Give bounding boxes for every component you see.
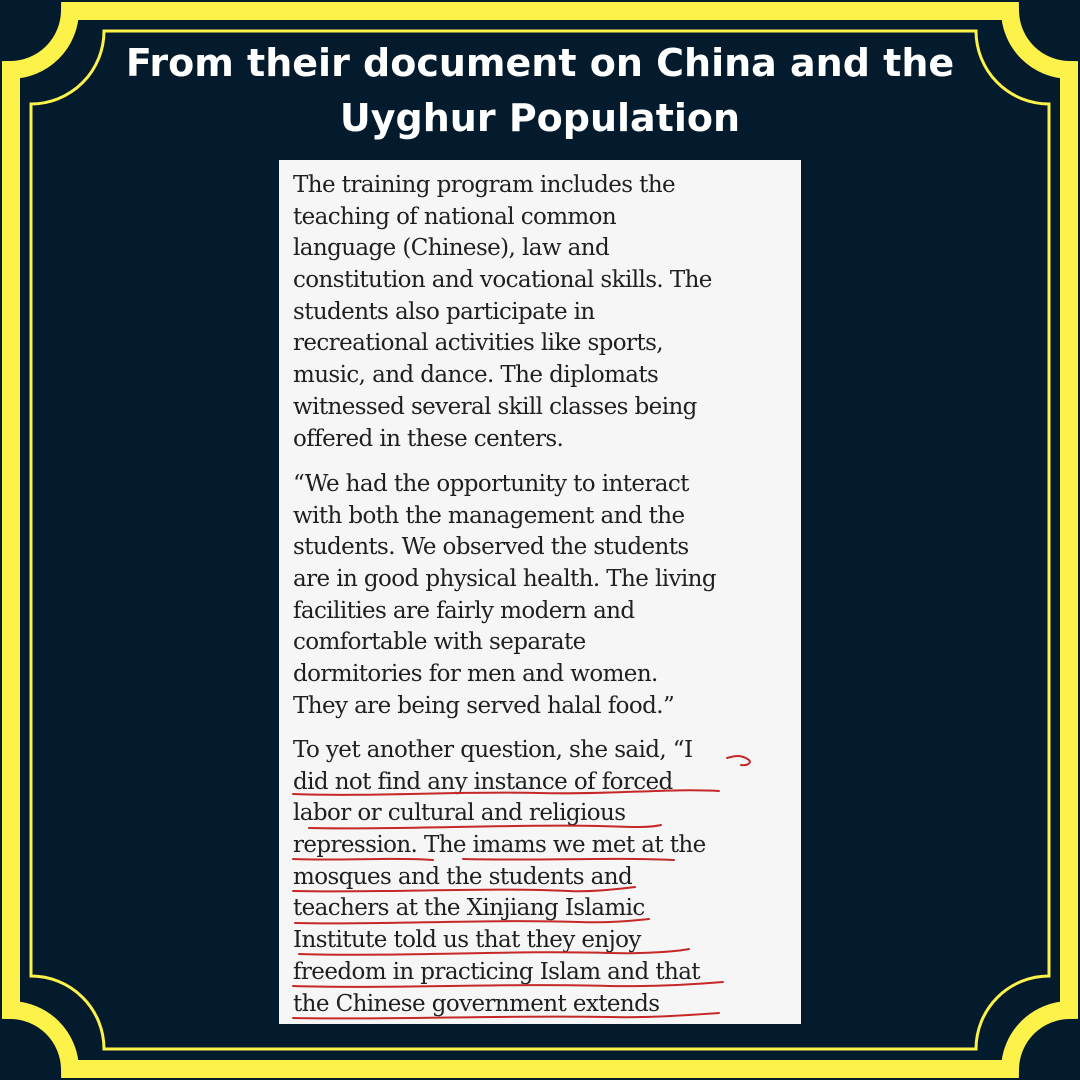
title-line-1: From their document on China and the (125, 41, 955, 85)
text-line: constitution and vocational skills. The (293, 267, 712, 294)
text-line: comfortable with separate (293, 629, 586, 656)
text-line: The training program includes the (293, 172, 676, 198)
text-line: the Chinese government extends (293, 990, 660, 1017)
text-line: They are being served halal food.” (293, 692, 675, 719)
text-line: recreational activities like sports, (293, 330, 664, 357)
text-line: dormitories for men and women. (293, 661, 658, 688)
text-line: To yet another question, she said, “I (293, 737, 693, 763)
text-line: language (Chinese), law and (293, 235, 610, 262)
text-line: Institute told us that they enjoy (293, 927, 641, 954)
page-title (60, 36, 1020, 146)
text-line: are in good physical health. The living (293, 566, 716, 593)
document-excerpt (279, 160, 801, 1024)
text-line: with both the management and the (293, 502, 685, 529)
paragraph-answer (293, 735, 793, 1020)
text-line: students also participate in (293, 298, 595, 325)
paragraph-training-program (293, 170, 793, 455)
paragraph-quote (293, 469, 793, 723)
text-line: music, and dance. The diplomats (293, 362, 659, 389)
text-line: mosques and the students and (293, 863, 633, 890)
text-line: students. We observed the students (293, 534, 689, 561)
text-line: teachers at the Xinjiang Islamic (293, 895, 645, 922)
text-line: did not find any instance of forced (293, 768, 673, 795)
text-line: teaching of national common (293, 203, 617, 230)
title-line-2: Uyghur Population (339, 96, 741, 140)
text-line: offered in these centers. (293, 425, 564, 452)
text-line: freedom in practicing Islam and that (293, 958, 700, 985)
text-line: repression. The imams we met at the (293, 832, 706, 859)
text-line: facilities are fairly modern and (293, 597, 635, 624)
text-line: witnessed several skill classes being (293, 393, 697, 420)
text-line: “We had the opportunity to interact (293, 471, 689, 497)
text-line: labor or cultural and religious (293, 800, 626, 827)
